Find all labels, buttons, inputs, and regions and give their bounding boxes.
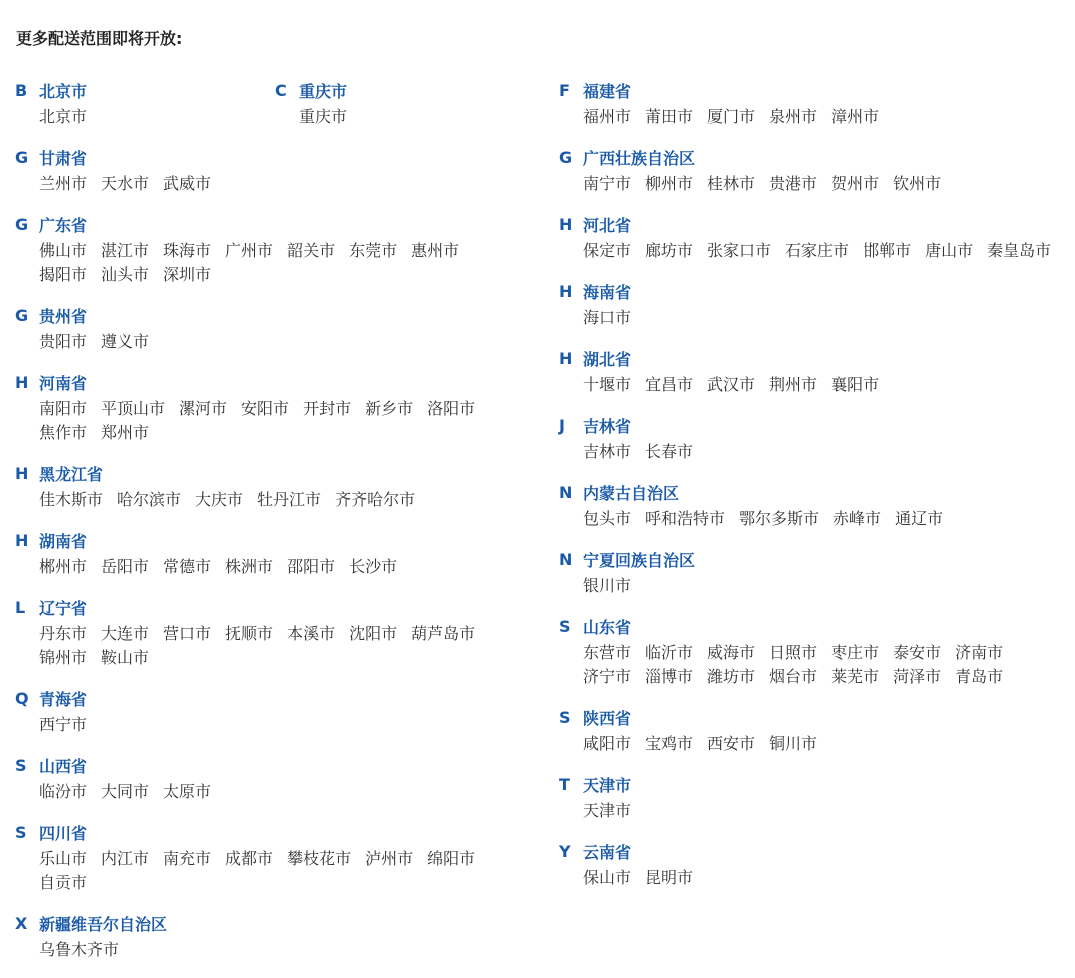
- city-link[interactable]: 岳阳市: [101, 557, 150, 576]
- city-list: [39, 239, 535, 287]
- city-link[interactable]: 威海市: [707, 643, 756, 662]
- province-block: [559, 547, 1069, 598]
- province-header: [15, 212, 535, 236]
- city-link[interactable]: 遵义市: [101, 332, 150, 351]
- province-header: [559, 78, 1069, 102]
- left-top-pair: [15, 78, 535, 145]
- city-link[interactable]: 揭阳市: [39, 265, 88, 284]
- city-link[interactable]: 泰安市: [893, 643, 942, 662]
- city-list: [583, 440, 1069, 464]
- city-link[interactable]: 漳州市: [831, 107, 880, 126]
- province-letter: H: [15, 372, 29, 392]
- city-link[interactable]: 包头市: [583, 509, 632, 528]
- city-list: [39, 847, 535, 895]
- city-link[interactable]: 潍坊市: [707, 667, 756, 686]
- city-list: [583, 641, 1069, 689]
- city-link[interactable]: 青岛市: [955, 667, 1004, 686]
- city-link[interactable]: 烟台市: [769, 667, 818, 686]
- province-block: [559, 413, 1069, 464]
- city-link[interactable]: 保定市: [583, 241, 632, 260]
- city-link[interactable]: 安阳市: [241, 399, 290, 418]
- province-letter: N: [559, 482, 573, 502]
- city-link[interactable]: 珠海市: [163, 241, 212, 260]
- city-link[interactable]: 南阳市: [39, 399, 88, 418]
- city-link[interactable]: 营口市: [163, 624, 212, 643]
- province-name-link[interactable]: 新疆维吾尔自治区: [39, 914, 168, 934]
- city-link[interactable]: 通辽市: [895, 509, 944, 528]
- city-link[interactable]: 钦州市: [893, 174, 942, 193]
- right-column: [559, 78, 1069, 906]
- province-letter: S: [15, 755, 27, 775]
- city-list: [583, 373, 1069, 397]
- province-name-link[interactable]: 辽宁省: [39, 598, 88, 618]
- city-link[interactable]: 韶关市: [287, 241, 336, 260]
- province-header: [559, 547, 1069, 571]
- province-name-link[interactable]: 青海省: [39, 689, 88, 709]
- left-province-list: [15, 145, 535, 962]
- province-name-link[interactable]: 广西壮族自治区: [583, 148, 696, 168]
- city-link[interactable]: 唐山市: [925, 241, 974, 260]
- province-name-link[interactable]: 北京市: [39, 81, 88, 101]
- province-name-link[interactable]: 云南省: [583, 842, 632, 862]
- province-letter: S: [559, 707, 571, 727]
- province-letter: S: [559, 616, 571, 636]
- province-letter: F: [559, 80, 570, 100]
- city-link[interactable]: 武汉市: [707, 375, 756, 394]
- city-link[interactable]: 邯郸市: [863, 241, 912, 260]
- province-block: [559, 78, 1069, 129]
- province-block: [559, 145, 1069, 196]
- city-list: [39, 397, 535, 445]
- city-link[interactable]: 呼和浩特市: [645, 509, 726, 528]
- province-letter: G: [15, 214, 29, 234]
- city-link[interactable]: 焦作市: [39, 423, 88, 442]
- city-link[interactable]: 乐山市: [39, 849, 88, 868]
- province-letter: G: [15, 305, 29, 325]
- city-list: [39, 938, 535, 962]
- city-link[interactable]: 菏泽市: [893, 667, 942, 686]
- province-header: [559, 839, 1069, 863]
- city-link[interactable]: 长春市: [645, 442, 694, 461]
- city-link[interactable]: 绵阳市: [427, 849, 476, 868]
- province-letter: L: [15, 597, 26, 617]
- city-link[interactable]: 襄阳市: [831, 375, 880, 394]
- city-link[interactable]: 咸阳市: [583, 734, 632, 753]
- city-list: [583, 732, 1069, 756]
- province-block: [559, 480, 1069, 531]
- city-list: [583, 574, 1069, 598]
- city-link[interactable]: 海口市: [583, 308, 632, 327]
- city-link[interactable]: 东营市: [583, 643, 632, 662]
- city-link[interactable]: 贵阳市: [39, 332, 88, 351]
- city-link[interactable]: 宝鸡市: [645, 734, 694, 753]
- province-block: [559, 212, 1069, 263]
- city-link[interactable]: 吉林市: [583, 442, 632, 461]
- city-link[interactable]: 鞍山市: [101, 648, 150, 667]
- province-header: [275, 78, 535, 102]
- province-header: [15, 303, 535, 327]
- province-name-link[interactable]: 内蒙古自治区: [583, 483, 680, 503]
- city-link[interactable]: 铜川市: [769, 734, 818, 753]
- city-link[interactable]: 泸州市: [365, 849, 414, 868]
- province-header: [15, 145, 535, 169]
- city-link[interactable]: 乌鲁木齐市: [39, 940, 120, 959]
- city-link[interactable]: 临汾市: [39, 782, 88, 801]
- city-link[interactable]: 张家口市: [707, 241, 772, 260]
- province-letter: T: [559, 774, 570, 794]
- city-link[interactable]: 牡丹江市: [257, 490, 322, 509]
- province-name-link[interactable]: 湖南省: [39, 531, 88, 551]
- province-name-link[interactable]: 湖北省: [583, 349, 632, 369]
- city-link[interactable]: 重庆市: [299, 107, 348, 126]
- city-link[interactable]: 新乡市: [365, 399, 414, 418]
- city-link[interactable]: 赤峰市: [833, 509, 882, 528]
- province-name-link[interactable]: 天津市: [583, 775, 632, 795]
- province-name-link[interactable]: 海南省: [583, 282, 632, 302]
- city-link[interactable]: 福州市: [583, 107, 632, 126]
- city-link[interactable]: 汕头市: [101, 265, 150, 284]
- province-header: [15, 370, 535, 394]
- province-letter: N: [559, 549, 573, 569]
- city-link[interactable]: 沈阳市: [349, 624, 398, 643]
- city-link[interactable]: 兰州市: [39, 174, 88, 193]
- city-link[interactable]: 大庆市: [195, 490, 244, 509]
- province-header: [15, 911, 535, 935]
- city-list: [583, 105, 1069, 129]
- city-link[interactable]: 泉州市: [769, 107, 818, 126]
- city-link[interactable]: 西安市: [707, 734, 756, 753]
- city-link[interactable]: 桂林市: [707, 174, 756, 193]
- province-block: [15, 911, 535, 962]
- city-link[interactable]: 济宁市: [583, 667, 632, 686]
- province-block: [15, 528, 535, 579]
- city-list: [583, 172, 1069, 196]
- city-link[interactable]: 常德市: [163, 557, 212, 576]
- province-header: [559, 614, 1069, 638]
- city-link[interactable]: 西宁市: [39, 715, 88, 734]
- city-list: [39, 330, 535, 354]
- city-link[interactable]: 淄博市: [645, 667, 694, 686]
- province-name-link[interactable]: 黑龙江省: [39, 464, 104, 484]
- province-block: [275, 78, 535, 129]
- city-link[interactable]: 抚顺市: [225, 624, 274, 643]
- city-list: [39, 713, 535, 737]
- province-block: [559, 705, 1069, 756]
- city-link[interactable]: 昆明市: [645, 868, 694, 887]
- city-link[interactable]: 济南市: [955, 643, 1004, 662]
- city-list: [39, 622, 535, 670]
- province-header: [15, 820, 535, 844]
- city-link[interactable]: 秦皇岛市: [987, 241, 1052, 260]
- province-block: [15, 78, 275, 129]
- city-link[interactable]: 莆田市: [645, 107, 694, 126]
- province-block: [559, 279, 1069, 330]
- city-link[interactable]: 深圳市: [163, 265, 212, 284]
- city-link[interactable]: 惠州市: [411, 241, 460, 260]
- province-block: [15, 753, 535, 804]
- province-block: [15, 145, 535, 196]
- province-letter: H: [559, 348, 573, 368]
- province-block: [15, 595, 535, 670]
- city-link[interactable]: 郴州市: [39, 557, 88, 576]
- province-header: [559, 413, 1069, 437]
- city-link[interactable]: 洛阳市: [427, 399, 476, 418]
- province-name-link[interactable]: 重庆市: [299, 81, 348, 101]
- city-link[interactable]: 锦州市: [39, 648, 88, 667]
- city-link[interactable]: 邵阳市: [287, 557, 336, 576]
- city-link[interactable]: 临沂市: [645, 643, 694, 662]
- city-link[interactable]: 佳木斯市: [39, 490, 104, 509]
- province-letter: G: [559, 147, 573, 167]
- province-header: [15, 528, 535, 552]
- province-header: [15, 461, 535, 485]
- city-link[interactable]: 东莞市: [349, 241, 398, 260]
- city-link[interactable]: 大连市: [101, 624, 150, 643]
- city-link[interactable]: 齐齐哈尔市: [335, 490, 416, 509]
- city-link[interactable]: 湛江市: [101, 241, 150, 260]
- province-name-link[interactable]: 吉林省: [583, 416, 632, 436]
- city-link[interactable]: 葫芦岛市: [411, 624, 476, 643]
- city-link[interactable]: 哈尔滨市: [117, 490, 182, 509]
- city-link[interactable]: 本溪市: [287, 624, 336, 643]
- province-name-link[interactable]: 甘肃省: [39, 148, 88, 168]
- province-header: [15, 595, 535, 619]
- province-header: [559, 772, 1069, 796]
- city-link[interactable]: 天津市: [583, 801, 632, 820]
- province-letter: B: [15, 80, 28, 100]
- province-name-link[interactable]: 河北省: [583, 215, 632, 235]
- province-name-link[interactable]: 福建省: [583, 81, 632, 101]
- province-name-link[interactable]: 宁夏回族自治区: [583, 550, 696, 570]
- province-block: [15, 820, 535, 895]
- city-list: [583, 306, 1069, 330]
- province-letter: H: [15, 463, 29, 483]
- province-name-link[interactable]: 广东省: [39, 215, 88, 235]
- province-header: [559, 212, 1069, 236]
- city-link[interactable]: 内江市: [101, 849, 150, 868]
- province-name-link[interactable]: 河南省: [39, 373, 88, 393]
- city-link[interactable]: 贺州市: [831, 174, 880, 193]
- city-link[interactable]: 十堰市: [583, 375, 632, 394]
- city-link[interactable]: 南宁市: [583, 174, 632, 193]
- city-link[interactable]: 柳州市: [645, 174, 694, 193]
- province-name-link[interactable]: 山东省: [583, 617, 632, 637]
- province-header: [15, 686, 535, 710]
- province-name-link[interactable]: 贵州省: [39, 306, 88, 326]
- city-link[interactable]: 宜昌市: [645, 375, 694, 394]
- city-list: [299, 105, 535, 129]
- province-block: [559, 346, 1069, 397]
- province-name-link[interactable]: 陕西省: [583, 708, 632, 728]
- city-link[interactable]: 南充市: [163, 849, 212, 868]
- province-block: [15, 370, 535, 445]
- province-letter: Q: [15, 688, 29, 708]
- province-block: [559, 614, 1069, 689]
- province-letter: H: [559, 281, 573, 301]
- city-link[interactable]: 枣庄市: [831, 643, 880, 662]
- city-list: [39, 105, 275, 129]
- city-link[interactable]: 漯河市: [179, 399, 228, 418]
- city-link[interactable]: 鄂尔多斯市: [739, 509, 820, 528]
- province-letter: J: [559, 415, 565, 435]
- city-list: [39, 555, 535, 579]
- city-link[interactable]: 佛山市: [39, 241, 88, 260]
- city-link[interactable]: 郑州市: [101, 423, 150, 442]
- province-header: [559, 279, 1069, 303]
- city-link[interactable]: 武威市: [163, 174, 212, 193]
- province-name-link[interactable]: 山西省: [39, 756, 88, 776]
- city-link[interactable]: 贵港市: [769, 174, 818, 193]
- city-link[interactable]: 成都市: [225, 849, 274, 868]
- city-link[interactable]: 荆州市: [769, 375, 818, 394]
- province-letter: H: [559, 214, 573, 234]
- city-list: [39, 488, 535, 512]
- page-title: 更多配送范围即将开放:: [16, 29, 183, 48]
- province-letter: C: [275, 80, 287, 100]
- city-link[interactable]: 丹东市: [39, 624, 88, 643]
- province-header: [15, 753, 535, 777]
- city-link[interactable]: 莱芜市: [831, 667, 880, 686]
- city-list: [583, 799, 1069, 823]
- city-list: [583, 866, 1069, 890]
- city-link[interactable]: 平顶山市: [101, 399, 166, 418]
- city-link[interactable]: 大同市: [101, 782, 150, 801]
- right-province-list: [559, 78, 1069, 890]
- city-link[interactable]: 北京市: [39, 107, 88, 126]
- province-block: [559, 772, 1069, 823]
- province-header: [559, 480, 1069, 504]
- city-link[interactable]: 株洲市: [225, 557, 274, 576]
- province-header: [559, 346, 1069, 370]
- city-link[interactable]: 攀枝花市: [287, 849, 352, 868]
- province-block: [15, 461, 535, 512]
- city-link[interactable]: 廊坊市: [645, 241, 694, 260]
- city-list: [39, 172, 535, 196]
- left-column: [15, 78, 535, 978]
- province-letter: G: [15, 147, 29, 167]
- city-list: [583, 507, 1069, 531]
- city-list: [583, 239, 1069, 263]
- province-header: [559, 145, 1069, 169]
- city-link[interactable]: 石家庄市: [785, 241, 850, 260]
- province-block: [559, 839, 1069, 890]
- province-letter: Y: [559, 841, 571, 861]
- province-name-link[interactable]: 四川省: [39, 823, 88, 843]
- city-link[interactable]: 开封市: [303, 399, 352, 418]
- province-letter: S: [15, 822, 27, 842]
- province-block: [15, 303, 535, 354]
- city-link[interactable]: 天水市: [101, 174, 150, 193]
- city-link[interactable]: 长沙市: [349, 557, 398, 576]
- city-link[interactable]: 保山市: [583, 868, 632, 887]
- city-list: [39, 780, 535, 804]
- city-link[interactable]: 太原市: [163, 782, 212, 801]
- province-header: [559, 705, 1069, 729]
- province-block: [15, 212, 535, 287]
- province-letter: X: [15, 913, 28, 933]
- province-block: [15, 686, 535, 737]
- city-link[interactable]: 银川市: [583, 576, 632, 595]
- city-link[interactable]: 日照市: [769, 643, 818, 662]
- province-header: [15, 78, 275, 102]
- city-link[interactable]: 广州市: [225, 241, 274, 260]
- province-letter: H: [15, 530, 29, 550]
- city-link[interactable]: 厦门市: [707, 107, 756, 126]
- city-link[interactable]: 自贡市: [39, 873, 88, 892]
